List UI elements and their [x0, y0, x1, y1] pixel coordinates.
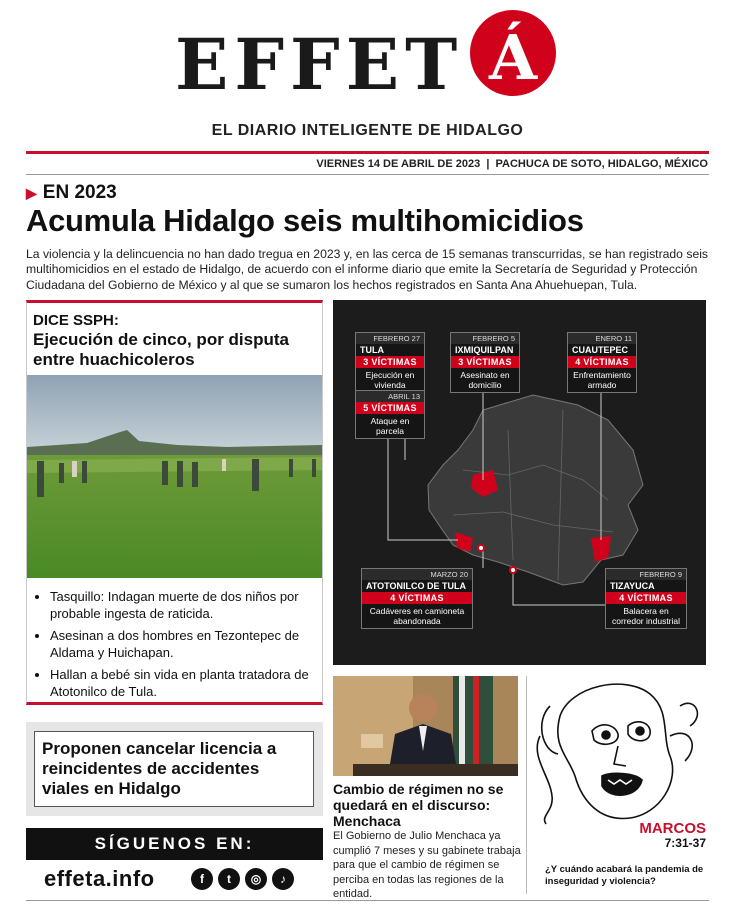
header-divider [26, 151, 709, 154]
map-card-cuautepec[interactable] [567, 332, 637, 393]
card-date: ABRIL 13 [356, 391, 424, 402]
left-article-kicker: DICE SSPH: [33, 312, 119, 329]
card-place: ATOTONILCO DE TULA [366, 581, 466, 591]
card-date: FEBRERO 9 [606, 569, 686, 580]
bottom-story-title[interactable]: Cambio de régimen no se quedará en el discurso: Menchaca [333, 781, 504, 829]
card-victims: 4 VÍCTIMAS [362, 592, 472, 604]
card-victims: 4 VÍCTIMAS [568, 356, 636, 368]
card-victims: 4 VÍCTIMAS [606, 592, 686, 604]
card-desc: Enfrentamiento armado [573, 370, 631, 390]
facebook-icon[interactable]: f [191, 868, 213, 890]
tiktok-icon[interactable]: ♪ [272, 868, 294, 890]
card-desc: Cadáveres en camioneta abandonada [369, 606, 465, 626]
map-card-atotonilco[interactable] [361, 568, 473, 629]
bottom-story-text: El Gobierno de Julio Menchaca ya cumplió 7 meses y su gabinete trabaja para que el cambio de régimen se perciba en todas las regiones de la entidad. [333, 830, 521, 900]
cartoon-illustration [530, 676, 708, 826]
map-card-tizayuca[interactable] [605, 568, 687, 629]
column-divider [526, 676, 527, 894]
homicide-map-infographic [333, 300, 706, 665]
main-kicker-text: EN 2023 [42, 182, 117, 203]
logo-wordmark: EFFET [175, 23, 464, 106]
opinion-question[interactable]: ¿Y cuándo acabará la pandemia de inseguridad y violencia? [545, 864, 704, 887]
card-desc: Asesinato en domicilio [460, 370, 510, 390]
dateline: VIERNES 14 DE ABRIL DE 2023 | PACHUCA DE SOTO, HIDALGO, MÉXICO [316, 158, 708, 170]
card-victims: 5 VÍCTIMAS [356, 402, 424, 414]
left-article-bullets [36, 588, 336, 705]
twitter-icon[interactable]: t [218, 868, 240, 890]
opinion-reference: 7:31-37 [664, 836, 706, 850]
card-place: CUAUTEPEC [572, 345, 629, 355]
main-kicker [26, 182, 117, 204]
left-article-title[interactable]: Ejecución de cinco, por disputa entre huachicoleros [33, 330, 289, 369]
card-victims: 3 VÍCTIMAS [356, 356, 424, 368]
instagram-icon[interactable]: ◎ [245, 868, 267, 890]
footer-divider [26, 900, 709, 901]
card-date: FEBRERO 5 [451, 333, 519, 344]
follow-us-label: SÍGUENOS EN: [26, 828, 323, 860]
main-lead: La violencia y la delincuencia no han dado tregua en 2023 y, en las cerca de 15 semanas transcurridas, se han registrado seis multihomicidios en el estado de Hidalgo, de acuerdo con el informe diario que emite la Secretaría de Seguridad y Protección Ciudadana del Gobierno de México y al que se sumaron los hechos registrados en Santa Ana Ahuehuepan, Tula. [26, 247, 709, 292]
map-card-abril[interactable] [355, 390, 425, 439]
card-date: FEBRERO 27 [356, 333, 424, 344]
bullet-item[interactable]: • Hallan a bebé sin vida en planta tratadora de Atotonilco de Tula. [50, 666, 336, 700]
field-photo [27, 375, 322, 578]
card-place: TIZAYUCA [610, 581, 655, 591]
bullet-item[interactable]: • Asesinan a dos hombres en Tezontepec de Aldama y Huichapan. [50, 627, 336, 661]
card-desc: Balacera en corredor industrial [611, 606, 681, 626]
bullet-item[interactable]: • Tasquillo: Indagan muerte de dos niños por probable ingesta de raticida. [50, 588, 336, 622]
proposal-title[interactable]: Proponen cancelar licencia a reincidentes de accidentes viales en Hidalgo [42, 739, 277, 798]
card-date: MARZO 20 [362, 569, 472, 580]
card-desc: Ejecución en vivienda [365, 370, 415, 390]
dateline-divider [26, 174, 709, 175]
tagline: EL DIARIO INTELIGENTE DE HIDALGO [211, 122, 524, 139]
site-link[interactable]: effeta.info [44, 866, 155, 891]
map-card-tula[interactable] [355, 332, 425, 393]
triangle-icon: ▶ [26, 185, 37, 201]
card-place: TULA [360, 345, 384, 355]
logo-badge: Á [470, 10, 556, 96]
card-victims: 3 VÍCTIMAS [451, 356, 519, 368]
card-place: IXMIQUILPAN [455, 345, 514, 355]
opinion-author: MARCOS [639, 820, 706, 837]
card-date: ENERO 11 [568, 333, 636, 344]
menchaca-photo [333, 676, 518, 776]
main-headline[interactable]: Acumula Hidalgo seis multihomicidios [26, 203, 584, 238]
map-card-ixmiquilpan[interactable] [450, 332, 520, 393]
card-desc: Ataque en parcela [370, 416, 410, 436]
